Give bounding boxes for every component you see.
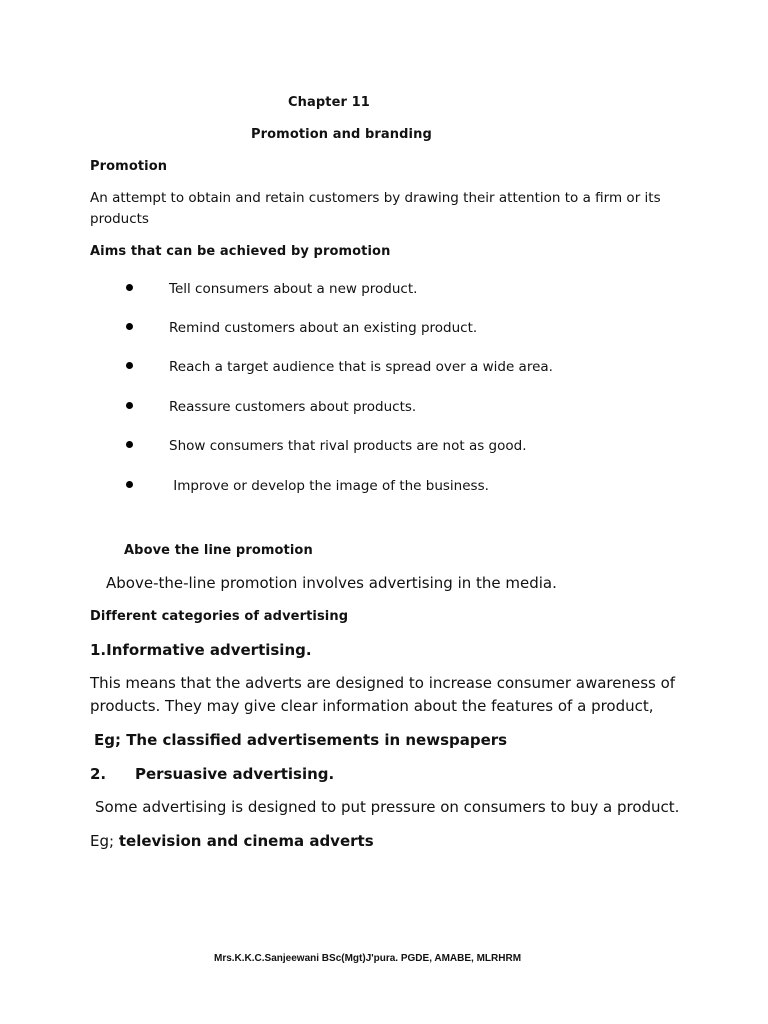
persuasive-example-text: television and cinema adverts — [118, 832, 374, 850]
above-line-heading: Above the line promotion — [124, 543, 313, 558]
bullet-icon — [126, 362, 133, 369]
promotion-heading: Promotion — [90, 159, 168, 174]
bullet-icon — [126, 441, 133, 448]
persuasive-text: Some advertising is designed to put pressure on consumers to buy a product. — [95, 798, 680, 816]
promotion-definition-line1: An attempt to obtain and retain customers by drawing their attention to a firm or its — [90, 190, 661, 206]
aims-heading: Aims that can be achieved by promotion — [90, 244, 391, 259]
bullet-icon — [126, 323, 133, 330]
persuasive-heading: Persuasive advertising. — [135, 765, 335, 783]
footer-author: Mrs.K.K.C.Sanjeewani BSc(Mgt)J'pura. PGDE, AMABE, MLRHRM — [214, 953, 522, 964]
bullet-icon — [126, 481, 133, 488]
informative-line2: products. They may give clear information about the features of a product, — [90, 697, 654, 715]
persuasive-number: 2. — [90, 765, 107, 783]
list-item-text: Show consumers that rival products are not as good. — [169, 438, 527, 454]
persuasive-example — [90, 832, 374, 850]
list-item-text: Remind customers about an existing product. — [169, 320, 478, 336]
promotion-definition-line2: products — [90, 211, 149, 227]
categories-heading: Different categories of advertising — [90, 609, 349, 624]
persuasive-example-prefix: Eg; — [90, 832, 115, 850]
informative-example: Eg; The classified advertisements in newspapers — [94, 731, 508, 749]
list-item-text: Reassure customers about products. — [169, 399, 417, 415]
above-line-text: Above-the-line promotion involves advertising in the media. — [106, 574, 557, 592]
bullet-icon — [126, 402, 133, 409]
page-title: Promotion and branding — [251, 127, 432, 142]
informative-heading: 1.Informative advertising. — [90, 641, 312, 659]
chapter-label: Chapter 11 — [288, 95, 370, 110]
informative-line1: This means that the adverts are designed to increase consumer awareness of — [90, 674, 676, 692]
list-item-text: Improve or develop the image of the business. — [169, 478, 489, 494]
list-item-text: Tell consumers about a new product. — [169, 281, 418, 297]
list-item-text: Reach a target audience that is spread over a wide area. — [169, 359, 553, 375]
bullet-icon — [126, 284, 133, 291]
